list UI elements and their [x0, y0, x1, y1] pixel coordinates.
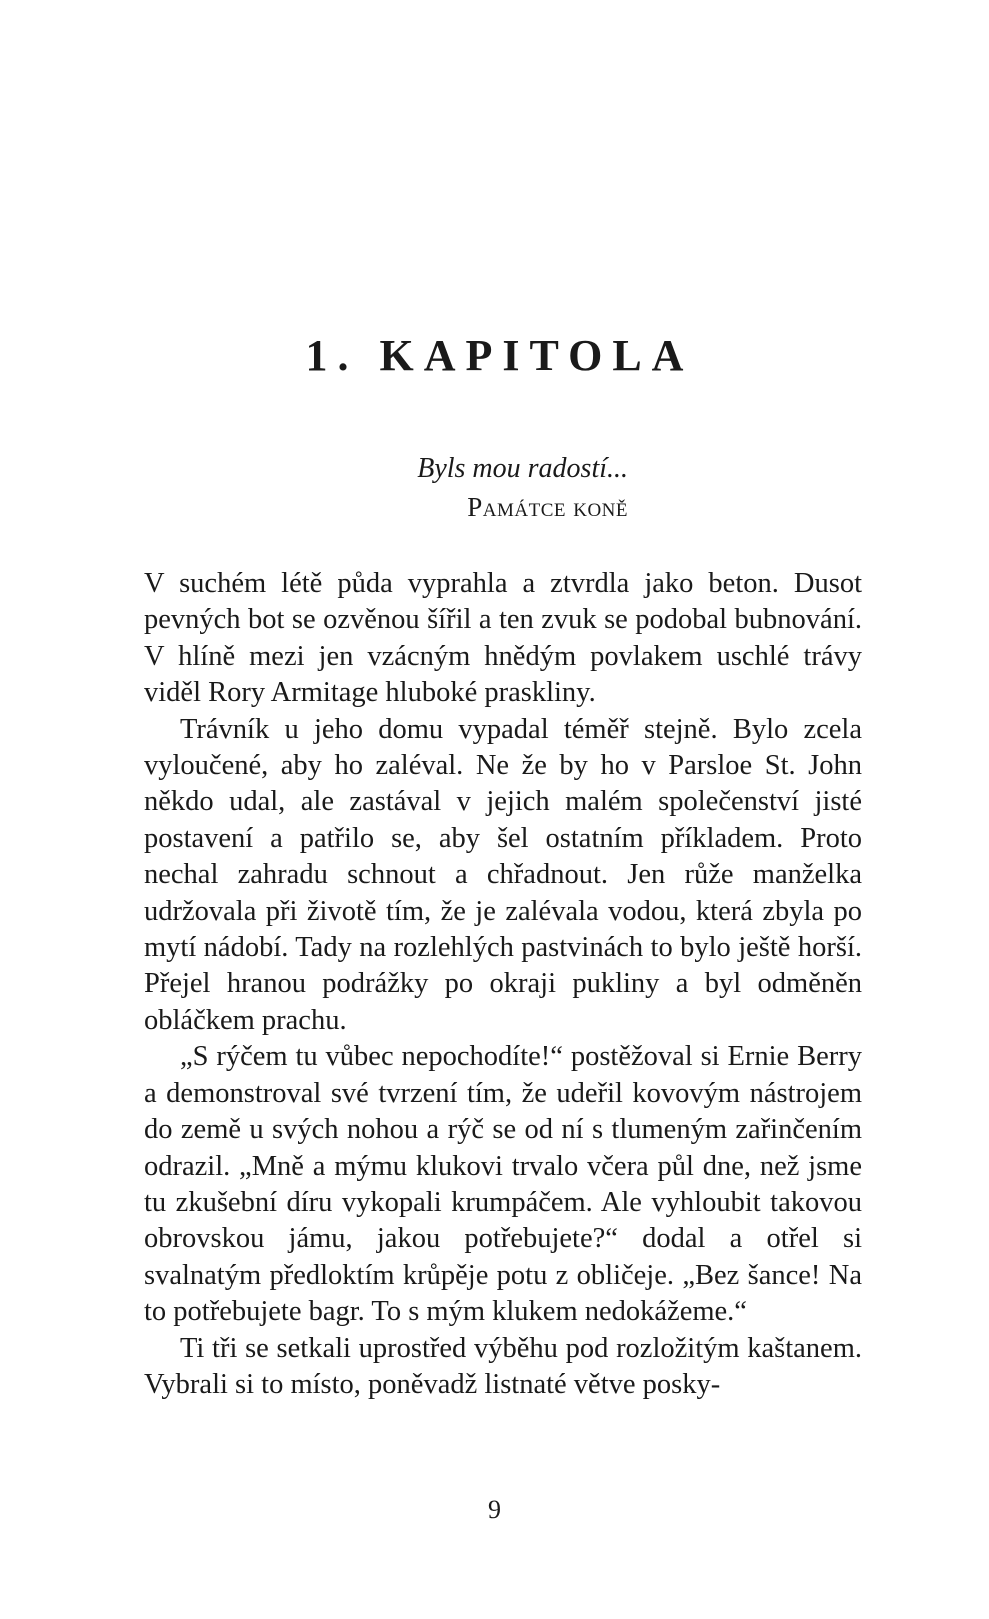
chapter-title: 1. KAPITOLA [305, 331, 694, 380]
paragraph-4: Ti tři se setkali uprostřed výběhu pod rozložitým kaštanem. Vybrali si to místo, poněvadž listnaté větve posky- [144, 1332, 862, 1400]
epigraph-source: Památce koně [467, 492, 628, 522]
page-number: 9 [488, 1495, 501, 1524]
paragraph-1: V suchém létě půda vyprahla a ztvrdla jako beton. Dusot pevných bot se ozvěnou šířil a ten zvuk se podobal bubnování. V hlíně mezi jen vzácným hnědým povlakem uschlé trávy viděl Rory Armitage hluboké praskliny. [144, 568, 862, 709]
epigraph-quote: Byls mou radostí... [417, 453, 628, 484]
paragraph-2: Trávník u jeho domu vypadal téměř stejně. Bylo zcela vyloučené, aby ho zaléval. Ne že by ho v Parsloe St. John někdo udal, ale zastával v jejich malém společenství jisté postavení a patřilo se, aby šel ostatním příkladem. Proto nechal zahradu schnout a chřadnout. Jen růže manželka udržovala při životě tím, že je zalévala vodou, která zbyla po mytí nádobí. Tady na rozlehlých pastvinách to bylo ještě horší. Přejel hranou podrážky po okraji pukliny a byl odměněn obláčkem prachu. [144, 713, 862, 1036]
body-text [144, 566, 862, 1403]
paragraph-3: „S rýčem tu vůbec nepochodíte!“ postěžoval si Ernie Berry a demonstroval své tvrzení tím, že udeřil kovovým nástrojem do země u svých nohou a rýč se od ní s tlumeným zařinčením odrazil. „Mně a mýmu klukovi trvalo včera půl dne, než jsme tu zkušební díru vykopali krumpáčem. Ale vyhloubit takovou obrovskou jámu, jakou potřebujete?“ dodal a otřel si svalnatým předloktím krůpěje potu z obličeje. „Bez šance! Na to potřebujete bagr. To s mým klukem nedokážeme.“ [144, 1041, 862, 1328]
epigraph [0, 450, 628, 526]
